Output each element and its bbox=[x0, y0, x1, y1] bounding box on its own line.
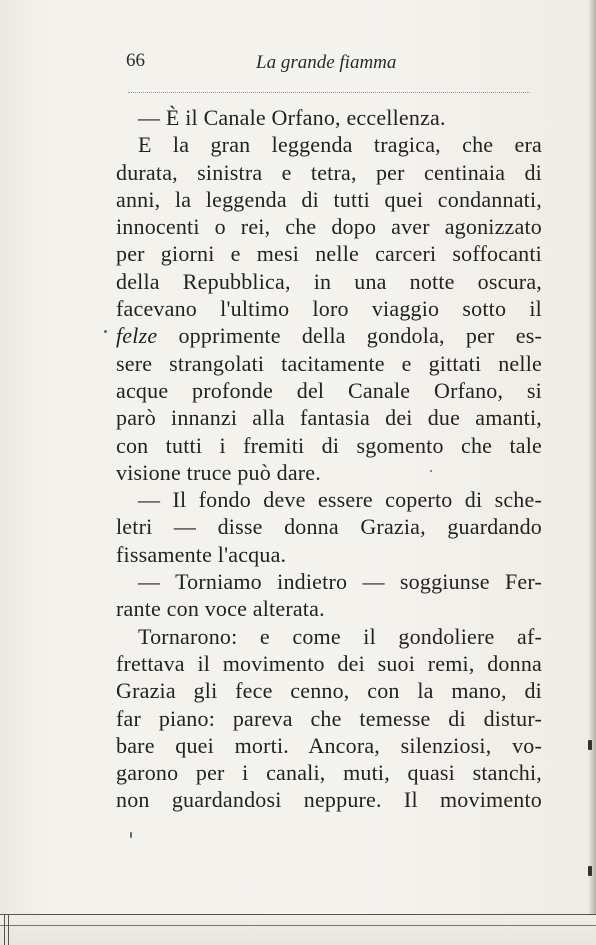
text-line: per giorni e mesi nelle carceri soffocanti bbox=[116, 241, 542, 267]
text-line: visione truce può dare. bbox=[116, 459, 321, 485]
text-line: non guardandosi neppure. Il movimento bbox=[116, 787, 542, 813]
text-line: Grazia gli fece cenno, con la mano, di bbox=[116, 678, 542, 704]
text-line: — Il fondo deve essere coperto di sche- bbox=[138, 487, 542, 513]
page-number: 66 bbox=[126, 50, 145, 71]
text-line: bare quei morti. Ancora, silenziosi, vo- bbox=[116, 732, 542, 758]
text-line: letri — disse donna Grazia, guardando bbox=[116, 514, 542, 540]
text-line: durata, sinistra e tetra, per centinaia di bbox=[116, 159, 542, 185]
text-line: Tornarono: e come il gondoliere af- bbox=[138, 623, 542, 649]
margin-speck bbox=[588, 866, 592, 876]
page-bottom-line bbox=[0, 925, 596, 926]
body-text bbox=[116, 104, 542, 814]
text-line: — È il Canale Orfano, eccellenza. bbox=[138, 105, 446, 130]
text-line: rante con voce alterata. bbox=[116, 596, 325, 622]
page-bottom-edge bbox=[0, 914, 596, 945]
text-line: facevano l'ultimo loro viaggio sotto il bbox=[116, 296, 542, 322]
text-line: E la gran leggenda tragica, che era bbox=[138, 132, 542, 158]
text-line: acque profonde del Canale Orfano, si bbox=[116, 377, 542, 403]
text-line: felze opprimente della gondola, per es- bbox=[116, 323, 542, 349]
text-line: della Repubblica, in una notte oscura, bbox=[116, 268, 542, 294]
running-title: La grande fiamma bbox=[256, 52, 397, 73]
margin-speck bbox=[130, 832, 132, 838]
text-line: frettava il movimento dei suoi remi, donna bbox=[116, 650, 542, 676]
text-line: fissamente l'acqua. bbox=[116, 541, 287, 567]
margin-speck bbox=[104, 330, 107, 333]
text-line: innocenti o rei, che dopo aver agonizzato bbox=[116, 214, 542, 240]
text-line: parò innanzi alla fantasia dei due amanti, bbox=[116, 405, 542, 431]
header-rule bbox=[128, 92, 530, 93]
text-line: garono per i canali, muti, quasi stanchi, bbox=[116, 760, 542, 786]
page-edge-shadow bbox=[588, 0, 596, 945]
page-corner-mark bbox=[4, 915, 9, 945]
margin-speck bbox=[588, 740, 592, 750]
text-line: anni, la leggenda di tutti quei condannati, bbox=[116, 186, 542, 212]
text-line: far piano: pareva che temesse di distur- bbox=[116, 705, 542, 731]
text-line: con tutti i fremiti di sgomento che tale bbox=[116, 432, 542, 458]
text-line: sere strangolati tacitamente e gittati nelle bbox=[116, 350, 542, 376]
margin-speck bbox=[430, 470, 432, 472]
text-line: — Torniamo indietro — soggiunse Fer- bbox=[138, 569, 542, 595]
page-header bbox=[126, 50, 546, 80]
